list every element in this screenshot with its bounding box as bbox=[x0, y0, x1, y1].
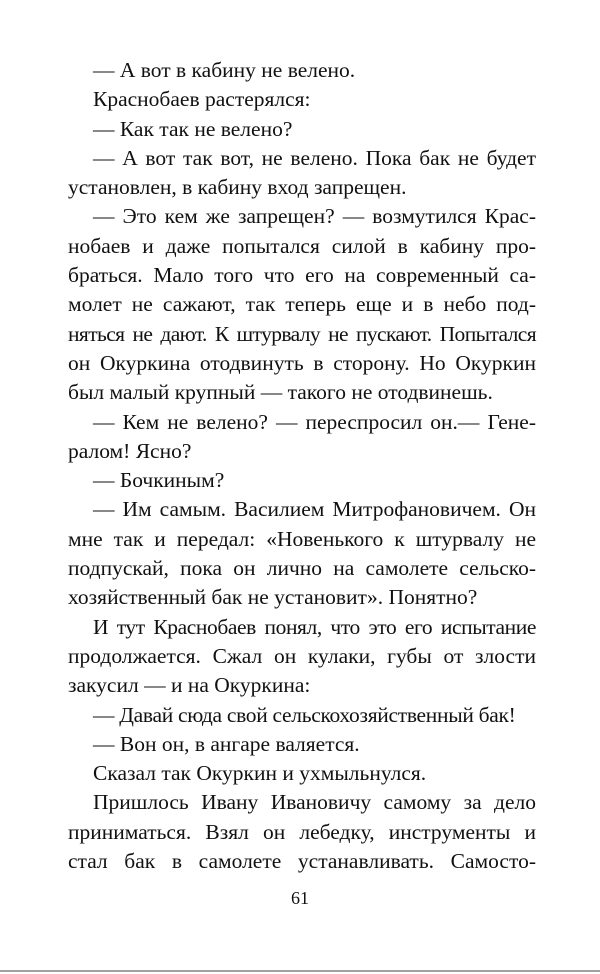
page-body-text bbox=[68, 56, 536, 876]
text-line: подпускай, пока он лично на самолете сельско- bbox=[68, 556, 536, 581]
text-line: — Как так не велено? bbox=[93, 116, 293, 141]
text-line: — Бочкиным? bbox=[93, 468, 225, 493]
text-line: он Окуркина отодвинуть в сторону. Но Окуркин bbox=[68, 350, 536, 375]
text-line: нобаев и даже попытался силой в кабину про- bbox=[68, 233, 536, 258]
text-line: — А вот так вот, не велено. Пока бак не будет bbox=[93, 145, 536, 170]
page-number: 61 bbox=[291, 888, 309, 908]
text-line: молет не сажают, так теперь еще и в небо под- bbox=[68, 292, 536, 317]
text-line: был малый крупный — такого не отодвинешь. bbox=[68, 380, 493, 405]
page-bottom-rule bbox=[0, 970, 600, 972]
text-line: няться не дают. К штурвалу не пускают. Попытался bbox=[68, 321, 536, 346]
text-line: — А вот в кабину не велено. bbox=[93, 58, 356, 82]
text-line: закусил — и на Окуркина: bbox=[68, 673, 311, 698]
text-line: Краснобаев растерялся: bbox=[93, 87, 311, 112]
text-line: — Вон он, в ангаре валяется. bbox=[93, 731, 360, 756]
text-line: хозяйственный бак не установит». Понятно? bbox=[68, 585, 478, 610]
text-line: браться. Мало того что его на современный са- bbox=[68, 263, 536, 288]
text-line: Пришлось Ивану Ивановичу самому за дело bbox=[93, 790, 536, 815]
text-line: установлен, в кабину вход запрещен. bbox=[68, 175, 407, 200]
text-line: стал бак в самолете устанавливать. Самосто- bbox=[68, 849, 536, 874]
text-line: — Это кем же запрещен? — возмутился Крас- bbox=[93, 204, 536, 229]
text-line: ралом! Ясно? bbox=[68, 438, 192, 463]
text-line: — Им самым. Василием Митрофановичем. Он bbox=[93, 497, 536, 522]
text-line: Сказал так Окуркин и ухмыльнулся. bbox=[93, 761, 427, 786]
text-line: — Кем не велено? — переспросил он.— Гене- bbox=[93, 409, 536, 434]
text-line: продолжается. Сжал он кулаки, губы от злости bbox=[68, 643, 536, 668]
text-line: — Давай сюда свой сельскохозяйственный бак! bbox=[93, 702, 516, 727]
text-line: приниматься. Взял он лебедку, инструменты и bbox=[68, 819, 536, 844]
text-line: мне так и передал: «Новенького к штурвалу не bbox=[68, 526, 536, 551]
text-line: И тут Краснобаев понял, что это его испытание bbox=[93, 614, 536, 639]
